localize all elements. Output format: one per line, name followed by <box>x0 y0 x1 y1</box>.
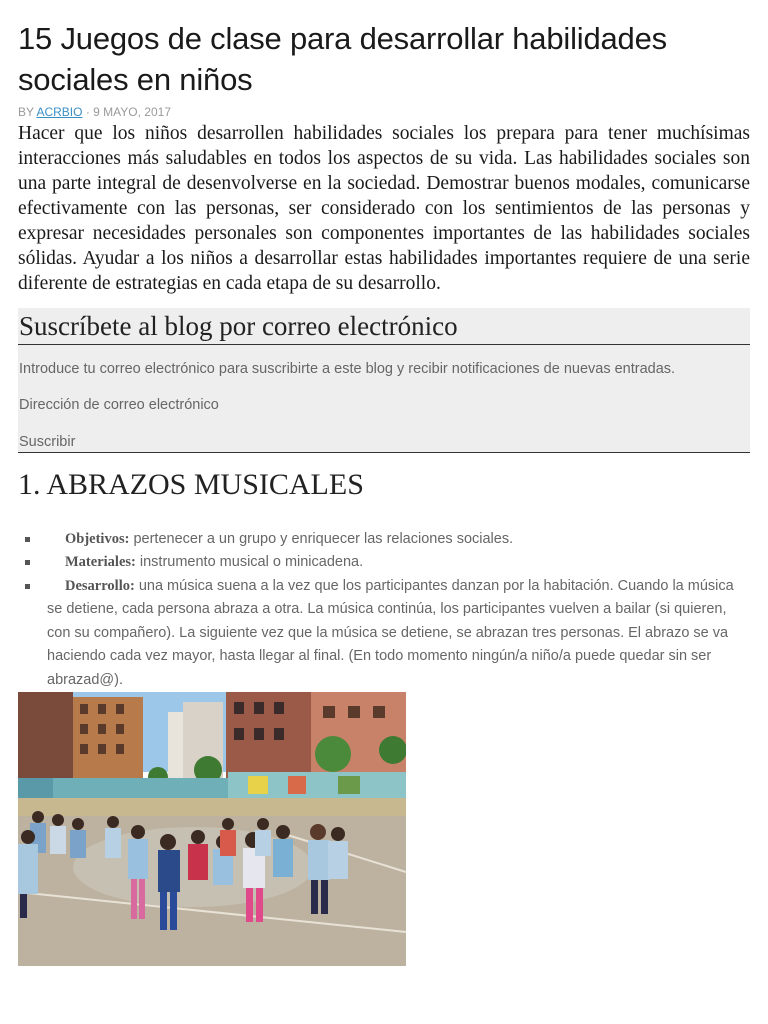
subscribe-heading: Suscríbete al blog por correo electrónico <box>18 308 750 345</box>
item-label: Objetivos: <box>65 530 130 547</box>
email-field[interactable]: Dirección de correo electrónico <box>19 397 219 413</box>
activity-details-list <box>18 528 750 693</box>
list-item <box>18 575 750 693</box>
section-title: 1. ABRAZOS MUSICALES <box>18 468 364 501</box>
list-item <box>18 528 750 552</box>
intro-paragraph: Hacer que los niños desarrollen habilidades sociales los prepara para tener muchísimas interacciones más saludables en todos los aspectos de su vida. Las habilidades sociales son una parte integral de desenvolverse en la sociedad. Demostrar buenos modales, comunicarse efectivamente con las personas, ser considerado con los sentimientos de las personas y expresar necesidades personales son componentes importantes de las habilidades sociales sólidas. Ayudar a los niños a desarrollar estas habilidades importantes requiere de una serie diferente de estrategias en cada etapa de su desarrollo. <box>18 123 750 294</box>
subscribe-description: Introduce tu correo electrónico para suscribirte a este blog y recibir notificaciones de nuevas entradas. <box>19 361 676 377</box>
article <box>18 0 750 966</box>
square-bullet-icon <box>25 537 30 542</box>
item-label: Desarrollo: <box>65 577 135 594</box>
author-link[interactable]: ACRBIO <box>36 105 83 119</box>
byline <box>18 104 750 120</box>
post-date: 9 MAYO, 2017 <box>93 105 171 119</box>
subscribe-widget <box>18 308 750 453</box>
building-left <box>18 692 73 792</box>
square-bullet-icon <box>25 584 30 589</box>
byline-by: BY <box>18 105 34 119</box>
subscribe-button[interactable] <box>18 415 750 453</box>
children-hugging-photo <box>18 692 406 966</box>
item-text: una música suena a la vez que los participantes danzan por la habitación. Cuando la música se detiene, cada persona abraza a otra. La música continúa, los participantes vuelven a bailar (si quieren, con su compañero). La siguiente vez que la música se detiene, se abrazan tres personas. El abrazo se va haciendo cada vez mayor, hasta llegar al final. (En todo momento ningún/a niño/a puede quedar sin ser abrazad@). <box>47 577 734 688</box>
square-bullet-icon <box>25 560 30 565</box>
list-item <box>18 551 750 575</box>
item-text: pertenecer a un grupo y enriquecer las relaciones sociales. <box>133 530 514 547</box>
item-text: instrumento musical o minicadena. <box>139 554 364 571</box>
subscribe-button-label: Suscribir <box>19 434 76 450</box>
page-title: 15 Juegos de clase para desarrollar habilidades sociales en niños <box>18 21 667 97</box>
item-label: Materiales: <box>65 554 136 571</box>
byline-separator: · <box>85 105 90 119</box>
